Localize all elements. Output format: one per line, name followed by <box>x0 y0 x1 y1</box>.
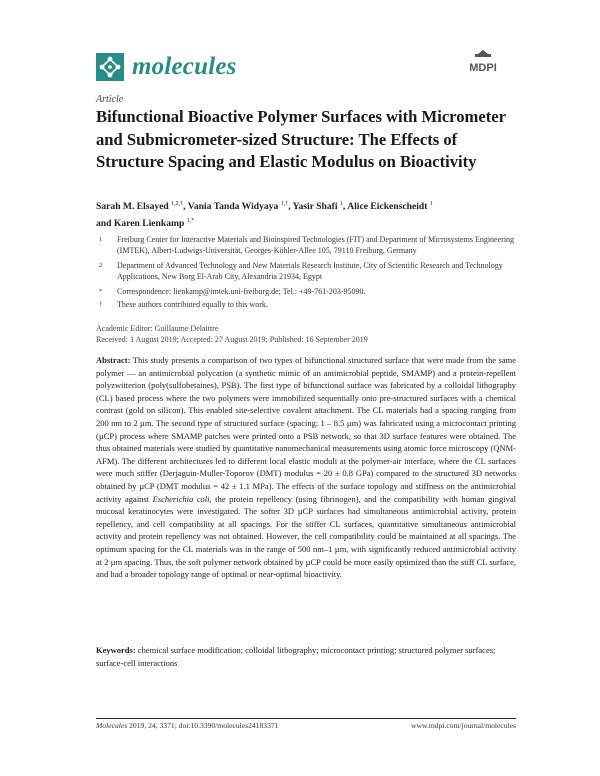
author-list: Sarah M. Elsayed $^{1,2,\dagger}$, Vania Tanda Widyaya $^{1,\dagger}$, Yasir Shafi $^1$, Alice Eickenscheidt $^1$ and Karen Lienkamp $^{1,*}$ <box>96 201 433 230</box>
correspondence: * Correspondence: lienkamp@imtek.uni-freiburg.de; Tel.: +49-761-203-95090. <box>99 286 366 296</box>
footer-citation: Molecules 2019, 24, 3371; doi:10.3390/molecules24183371 <box>96 721 279 730</box>
footer-divider <box>96 718 516 719</box>
journal-logo[interactable] <box>96 46 237 88</box>
publication-dates: Received: 1 August 2019; Accepted: 27 August 2019; Published: 16 September 2019 <box>96 335 368 344</box>
article-meta <box>96 323 516 345</box>
author[interactable]: Alice Eickenscheidt $^1$ <box>347 201 433 213</box>
keywords: Keywords: chemical surface modification; colloidal lithography; microcontact printing; structured polymer surfaces; surface-cell interactions <box>96 645 496 668</box>
organism-name: Escherichia coli <box>152 493 210 504</box>
affiliations <box>96 235 516 314</box>
keywords-label: Keywords: <box>96 645 136 655</box>
author[interactable]: Yasir Shafi $^1$ <box>292 201 343 213</box>
publisher-name: MDPI <box>469 62 497 74</box>
affiliation: 2 Department of Advanced Technology and New Materials Research Institute, City of Scientific Research and Technology Applications, New Borg El-Arab City, Alexandria 21934, Egypt <box>99 260 503 281</box>
author[interactable]: Sarah M. Elsayed $^{1,2,\dagger}$ <box>96 201 184 213</box>
journal-name: molecules <box>132 53 237 80</box>
mdpi-logo-icon <box>462 48 504 78</box>
author[interactable]: Vania Tanda Widyaya $^{1,\dagger}$ <box>187 201 289 213</box>
academic-editor: Academic Editor: Guillaume Delaittre <box>96 324 219 333</box>
molecules-logo-icon <box>96 53 124 81</box>
article-type: Article <box>96 94 124 105</box>
abstract: Abstract: This study presents a comparison of two types of bifunctional structured surface that were made from the same polymer — an antimicrobial polycation (a synthetic mimic of an antimicrobial peptide, SMAMP) and a protein-repellent polyzwitterion (poly(sulfobetaines), PSB). The first type of bifunctional surface was fabricated by a colloidal lithography (CL) based process where the two polymers were immobilized sequentially onto pre-structured surfaces with a chemical contrast (gold on silicon). This enabled site-selective covalent attachment. The CL materials had a spacing ranging from 200 nm to 2 µm. The second type of structured surface (spacing: 1 – 8.5 µm) was fabricated using a microcontact printing (µCP) process where SMAMP patches were printed onto a PSB network, so that 3D surface features were obtained. The thus obtained materials were studied by quantitative nanomechanical measurements using atomic force microscopy (QNM-AFM). The different architectures led to different local elastic moduli at the polymer-air interface, where the CL surfaces were much stiffer (Derjaguin-Muller-Toporov (DMT) modulus = 20 ± 0.8 GPa) compared to the structured 3D networks obtained by µCP (DMT modulus = 42 ± 1.1 MPa). The effects of the surface topology and stiffness on the antimicrobial activity against Escherichia coli, the protein repellency (using fibrinogen), and the compatibility with human gingival mucosal keratinocytes were investigated. The softer 3D µCP surfaces had simultaneous antimicrobial activity, protein repellency, and cell compatibility at all spacings. For the stiffer CL surfaces, quantitative simultaneous antimicrobial activity and protein repellency was not obtained. However, the cell compatibility could be maintained at all spacings. The optimum spacing for the CL materials was in the range of 500 nm–1 µm, with significantly reduced antimicrobial activity at 2 µm spacing. Thus, the soft polymer network obtained by µCP could be more easily optimized than the stiff CL surface, and had a broader topology range of optimal or near-optimal bioactivity. <box>96 355 516 580</box>
article-title: Bifunctional Bioactive Polymer Surfaces with Micrometer and Submicrometer-sized Structure: The Effects of Structure Spacing and Elastic Modulus on Bioactivity <box>96 107 506 171</box>
equal-contribution-note: † These authors contributed equally to this work. <box>99 299 268 309</box>
author[interactable]: Karen Lienkamp $^{1,*}$ <box>113 218 195 230</box>
affiliation: 1 Freiburg Center for Interactive Materials and Bioinspired Technologies (FIT) and Department of Microsystems Engineering (IMTEK), Albert-Ludwigs-Universität, Georges-Köhler-Allee 105, 79110 Freiburg, Germany <box>99 235 515 255</box>
abstract-label: Abstract: <box>96 355 131 365</box>
footer-journal-url[interactable]: www.mdpi.com/journal/molecules <box>411 721 516 730</box>
publisher-logo[interactable] <box>462 48 504 83</box>
